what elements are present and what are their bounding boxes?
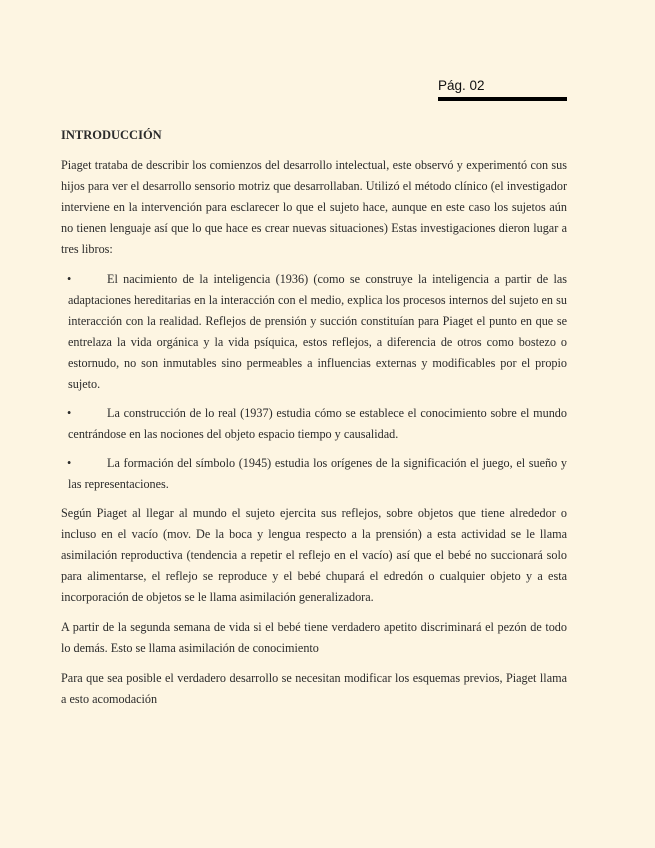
list-item-text: La formación del símbolo (1945) estudia los orígenes de la significación el juego, el sueño y las representaciones. <box>68 456 567 491</box>
list-item <box>61 269 567 395</box>
list-item <box>61 403 567 445</box>
section-heading: INTRODUCCIÓN <box>61 128 162 142</box>
document-body <box>61 126 567 719</box>
paragraph-asimilacion: Según Piaget al llegar al mundo el sujeto ejercita sus reflejos, sobre objetos que tiene alrededor o incluso en el vacío (mov. De la boca y lengua respecto a la prensión) a esta actividad se le llama asimilación reproductiva (tendencia a repetir el reflejo en el vacío) así que el bebé no succionará solo para alimentarse, el reflejo se reproduce y el bebé chupará el edredón o cualquier objeto y a esta incorporación de objetos se le llama asimilación generalizadora. <box>61 506 567 604</box>
list-item <box>61 453 567 495</box>
page-number: Pág. 02 <box>438 78 485 93</box>
bullet-marker: • <box>67 456 72 470</box>
list-item-text: El nacimiento de la inteligencia (1936) (como se construye la inteligencia a partir de las adaptaciones hereditarias en la interacción con el medio, explica los procesos internos del sujeto en su interacción con la realidad. Reflejos de prensión y succión constituían para Piaget el punto en que se entrelaza la vida orgánica y la vida psíquica, estos reflejos, a diferencia de otros como bostezo o estornudo, no son inmutables sino permeables a influencias externas y modificables por el propio sujeto. <box>68 272 567 391</box>
bullet-marker: • <box>67 272 72 286</box>
intro-paragraph: Piaget trataba de describir los comienzos del desarrollo intelectual, este observó y experimentó con sus hijos para ver el desarrollo sensorio motriz que desarrollaban. Utilizó el método clínico (el investigador interviene en la intervención para esclarecer lo que el sujeto hace, aunque en este caso los sujetos aún no tienen lenguaje así que lo que hace es crear nuevas situaciones) Estas investigaciones dieron lugar a tres libros: <box>61 158 567 256</box>
page-header <box>438 77 567 101</box>
paragraph-acomodacion: Para que sea posible el verdadero desarrollo se necesitan modificar los esquemas previos, Piaget llama a esto acomodación <box>61 671 567 706</box>
header-rule <box>438 97 567 101</box>
list-item-text: La construcción de lo real (1937) estudia cómo se establece el conocimiento sobre el mundo centrándose en las nociones del objeto espacio tiempo y causalidad. <box>68 406 567 441</box>
paragraph-conocimiento: A partir de la segunda semana de vida si el bebé tiene verdadero apetito discriminará el pezón de todo lo demás. Esto se llama asimilación de conocimiento <box>61 620 567 655</box>
bullet-marker: • <box>67 406 72 420</box>
books-list <box>61 269 567 495</box>
